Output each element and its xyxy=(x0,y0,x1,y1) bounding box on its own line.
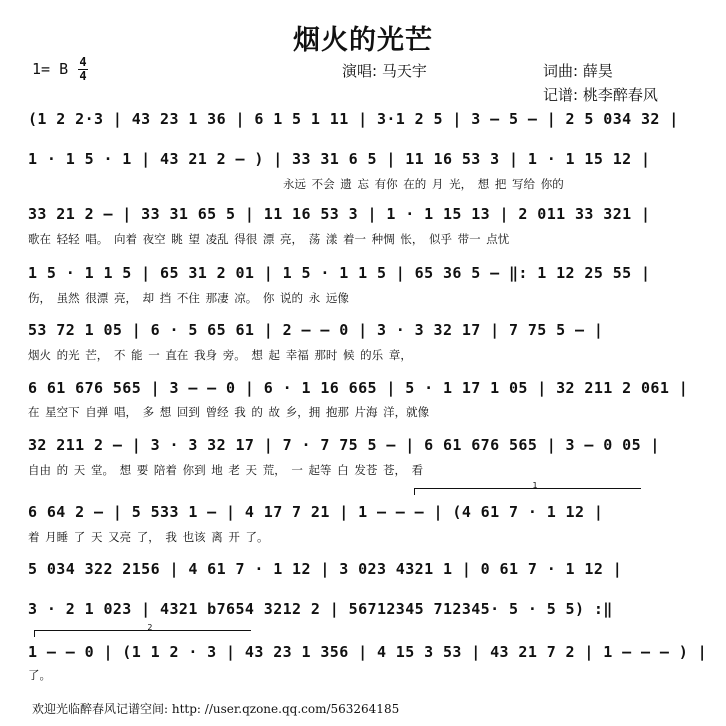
song-title: 烟火的光芒 xyxy=(293,25,433,56)
time-signature xyxy=(78,57,88,82)
notation-row-7: 32 211 2 – | 3 · 3 32 17 | 7 · 7 75 5 – | 6 61 676 565 | 3 – 0 05 | xyxy=(28,436,660,454)
key-signature: 1= B xyxy=(32,60,69,78)
second-ending-number: 2 xyxy=(147,623,153,632)
lyric-row-5: 烟火 的光 芒， 不 能 一 直在 我身 旁。 想 起 幸福 那时 候 的乐 章， xyxy=(28,348,412,362)
first-ending-number: 1 xyxy=(532,481,538,490)
notation-row-11: 1 – – 0 | (1 1 2 · 3 | 43 23 1 356 | 4 15 3 53 | 43 21 7 2 | 1 – – – ) | xyxy=(28,643,708,661)
time-numerator: 4 xyxy=(79,55,87,69)
lyric-row-11: 了。 xyxy=(28,668,51,682)
notation-row-2: 1 · 1 5 · 1 | 43 21 2 – ) | 33 31 6 5 | 11 16 53 3 | 1 · 1 15 12 | xyxy=(28,150,651,168)
time-denominator: 4 xyxy=(79,69,87,83)
lyric-row-4: 伤， 虽然 很漂 亮， 却 挡 不住 那凄 凉。 你 说的 永 远像 xyxy=(28,291,349,305)
notation-row-4: 1 5 · 1 1 5 | 65 31 2 01 | 1 5 · 1 1 5 | 65 36 5 – ‖: 1 12 25 55 | xyxy=(28,264,651,282)
notation-row-9: 5 034 322 2156 | 4 61 7 · 1 12 | 3 023 4321 1 | 0 61 7 · 1 12 | xyxy=(28,560,623,578)
notation-row-6: 6 61 676 565 | 3 – – 0 | 6 · 1 16 665 | 5 · 1 17 1 05 | 32 211 2 061 | xyxy=(28,379,689,397)
lyric-row-2: 永远 不会 遗 忘 有你 在的 月 光， 想 把 写给 你的 xyxy=(283,177,564,191)
singer-credit: 演唱: 马天宇 xyxy=(342,62,427,80)
notation-row-10: 3 · 2 1 023 | 4321 b7654 3212 2 | 56712345 712345· 5 · 5 5) :‖ xyxy=(28,600,613,618)
transcriber-credit: 记谱: 桃李醉春风 xyxy=(543,86,658,104)
notation-row-1: (1 2 2·3 | 43 23 1 36 | 6 1 5 1 11 | 3·1 2 5 | 3 – 5 – | 2 5 034 32 | xyxy=(28,110,679,128)
second-ending-bracket xyxy=(34,623,251,637)
notation-row-8: 6 64 2 – | 5 533 1 – | 4 17 7 21 | 1 – – – | (4 61 7 · 1 12 | xyxy=(28,503,604,521)
notation-row-5: 53 72 1 05 | 6 · 5 65 61 | 2 – – 0 | 3 · 3 32 17 | 7 75 5 – | xyxy=(28,321,604,339)
first-ending-bracket xyxy=(414,481,641,495)
lyric-row-6: 在 星空下 自弹 唱， 多 想 回到 曾经 我 的 故 乡，拥 抱那 片海 洋，就像 xyxy=(28,405,430,419)
notation-row-3: 33 21 2 – | 33 31 65 5 | 11 16 53 3 | 1 · 1 15 13 | 2 011 33 321 | xyxy=(28,205,651,223)
footer-credit: 欢迎光临醉春风记谱空间: http: //user.qzone.qq.com/563264185 xyxy=(32,702,400,716)
lyric-row-8: 着 月睡 了 天 又亮 了， 我 也该 离 开 了。 xyxy=(28,530,269,544)
lyric-row-7: 自由 的 天 堂。 想 要 陪着 你到 地 老 天 荒， 一 起等 白 发苍 苍， 看 xyxy=(28,463,424,477)
lyric-row-3: 歌在 轻轻 唱。 向着 夜空 眺 望 凌乱 得很 漂 亮， 荡 漾 着一 种惆 怅， 似乎 带一 点忧 xyxy=(28,232,510,246)
composer-credit: 词曲: 薛昊 xyxy=(543,62,613,80)
